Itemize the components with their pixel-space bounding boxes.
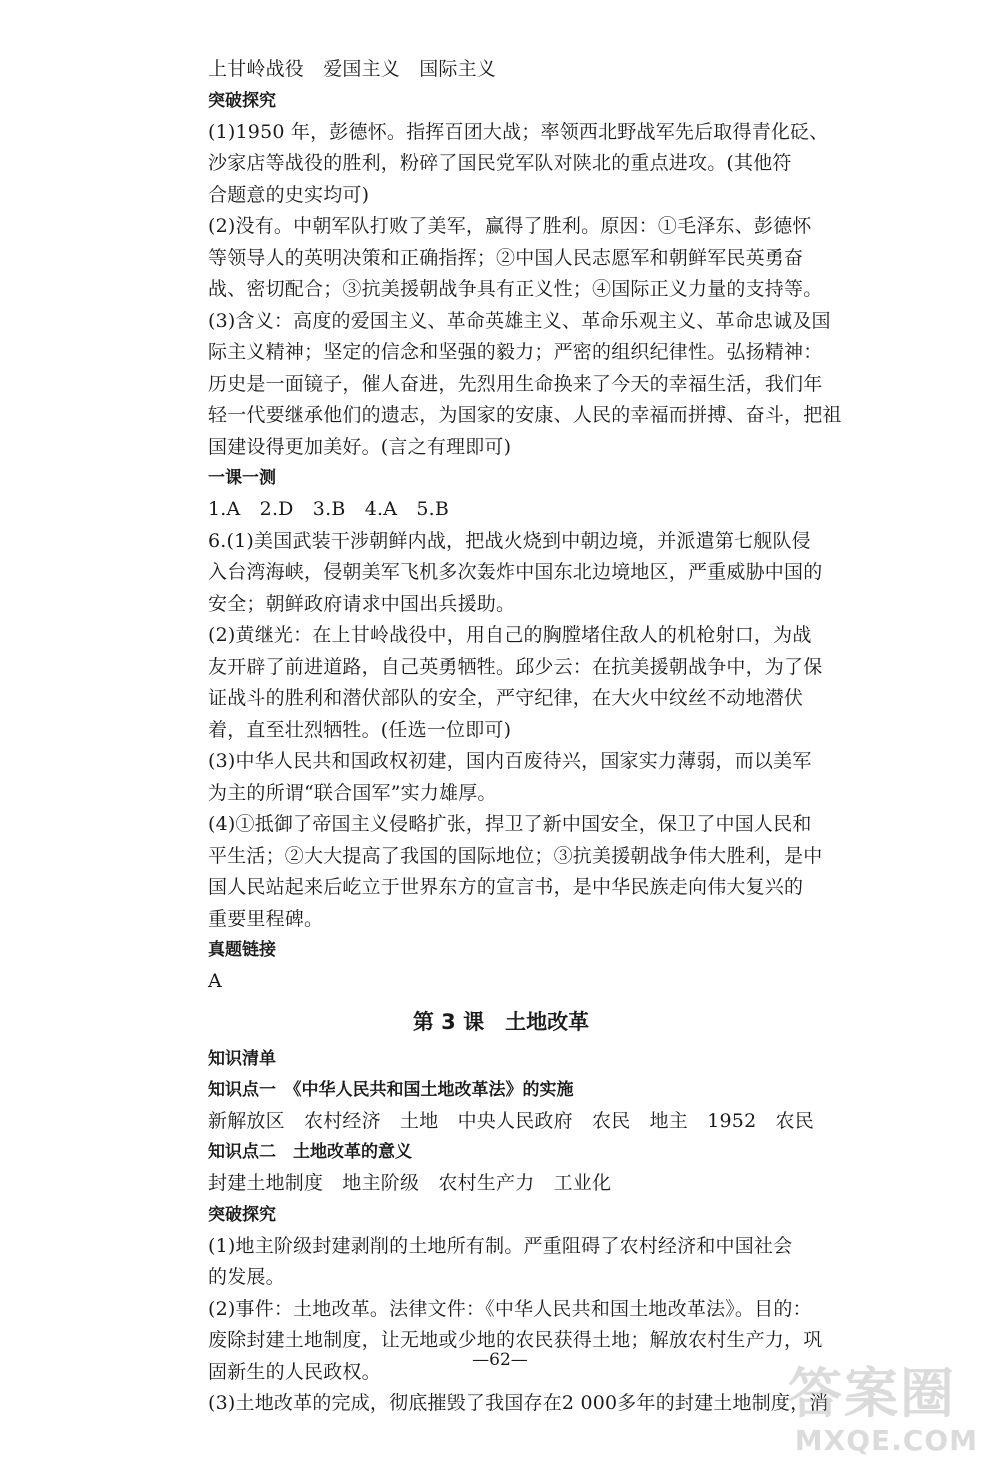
text-line: 上甘岭战役 爱国主义 国际主义 — [208, 58, 497, 80]
text-line: 合题意的史实均可) — [208, 183, 370, 206]
section-heading: 突破探究 — [208, 90, 276, 111]
section-heading: 突破探究 — [208, 1204, 276, 1225]
text-line: 历史是一面镜子，催人奋进，先烈用生命换来了今天的幸福生活，我们年 — [208, 372, 823, 395]
section-heading: 知识点一 《中华人民共和国土地改革法》的实施 — [208, 1079, 574, 1100]
section-heading: 一课一测 — [208, 468, 276, 488]
watermark-brand: 答案圈 — [788, 1362, 956, 1425]
text-line: (1)地主阶级封建剥削的土地所有制。严重阻碍了农村经济和中国社会 — [208, 1234, 793, 1257]
section-heading: 知识清单 — [208, 1048, 276, 1069]
text-line: (3)土地改革的完成，彻底摧毁了我国存在2 000多年的封建土地制度，消 — [208, 1392, 829, 1414]
text-line: 入台湾海峡，侵朝美军飞机多次轰炸中国东北边境地区，严重威胁中国的 — [208, 561, 823, 583]
text-line: (2)没有。中朝军队打败了美军，赢得了胜利。原因：①毛泽东、彭德怀 — [208, 215, 812, 237]
text-line: 的发展。 — [208, 1266, 285, 1288]
text-line: 轻一代要继承他们的遗志，为国家的安康、人民的幸福而拼搏、奋斗，把祖 — [208, 404, 842, 426]
text-line: 固新生的人民政权。 — [208, 1360, 381, 1383]
text-line: 新解放区 农村经济 土地 中央人民政府 农民 地主 1952 农民 — [208, 1109, 814, 1132]
document-body — [208, 54, 842, 1420]
text-line: A — [208, 970, 222, 992]
text-line: (1)1950 年，彭德怀。指挥百团大战；率领西北野战军先后取得青化砭、 — [208, 120, 829, 143]
text-line: (3)含义：高度的爱国主义、革命英雄主义、革命乐观主义、革命忠诚及国 — [208, 309, 831, 332]
text-line: 国人民站起来后屹立于世界东方的宣言书，是中华民族走向伟大复兴的 — [208, 876, 804, 898]
text-line: (2)黄继光：在上甘岭战役中，用自己的胸膛堵住敌人的机枪射口，为战 — [208, 624, 812, 646]
text-line: 安全；朝鲜政府请求中国出兵援助。 — [208, 592, 516, 615]
text-line: 6.(1)美国武装干涉朝鲜内战，把战火烧到中朝边境，并派遣第七舰队侵 — [208, 529, 811, 552]
text-line: (2)事件：土地改革。法律文件：《中华人民共和国土地改革法》。目的： — [208, 1297, 812, 1320]
text-line: 着，直至壮烈牺牲。(任选一位即可) — [208, 718, 512, 741]
text-line: 重要里程碑。 — [208, 907, 324, 930]
lesson-title: 第 3 课 土地改革 — [412, 1009, 590, 1034]
text-line: 友开辟了前进道路，自己英勇牺牲。邱少云：在抗美援朝战争中，为了保 — [208, 655, 823, 678]
text-line: 等领导人的英明决策和正确指挥；②中国人民志愿军和朝鲜军民英勇奋 — [208, 246, 804, 269]
text-line: 沙家店等战役的胜利，粉碎了国民党军队对陕北的重点进攻。(其他符 — [208, 152, 792, 174]
text-line: 国建设得更加美好。(言之有理即可) — [208, 435, 512, 458]
text-line: 为主的所谓“联合国军”实力雄厚。 — [208, 781, 497, 804]
section-heading: 知识点二 土地改革的意义 — [208, 1142, 412, 1162]
text-line: (3)中华人民共和国政权初建，国内百废待兴，国家实力薄弱，而以美军 — [208, 750, 812, 772]
text-line: 1.A 2.D 3.B 4.A 5.B — [208, 498, 450, 520]
section-heading: 真题链接 — [208, 940, 276, 960]
watermark-logo — [746, 1343, 986, 1463]
watermark-site: MXQE.COM — [794, 1424, 978, 1457]
page-number: —62— — [472, 1350, 528, 1370]
text-line: 封建土地制度 地主阶级 农村生产力 工业化 — [208, 1172, 612, 1194]
text-line: 平生活；②大大提高了我国的国际地位；③抗美援朝战争伟大胜利，是中 — [208, 844, 823, 867]
text-line: (4)①抵御了帝国主义侵略扩张，捍卫了新中国安全，保卫了中国人民和 — [208, 813, 812, 835]
text-line: 战、密切配合；③抗美援朝战争具有正义性；④国际正义力量的支持等。 — [208, 278, 823, 300]
text-line: 废除封建土地制度，让无地或少地的农民获得土地；解放农村生产力，巩 — [208, 1329, 823, 1351]
text-line: 证战斗的胜利和潜伏部队的安全，严守纪律，在大火中纹丝不动地潜伏 — [208, 687, 804, 709]
text-line: 际主义精神；坚定的信念和坚强的毅力；严密的组织纪律性。弘扬精神： — [208, 341, 823, 363]
